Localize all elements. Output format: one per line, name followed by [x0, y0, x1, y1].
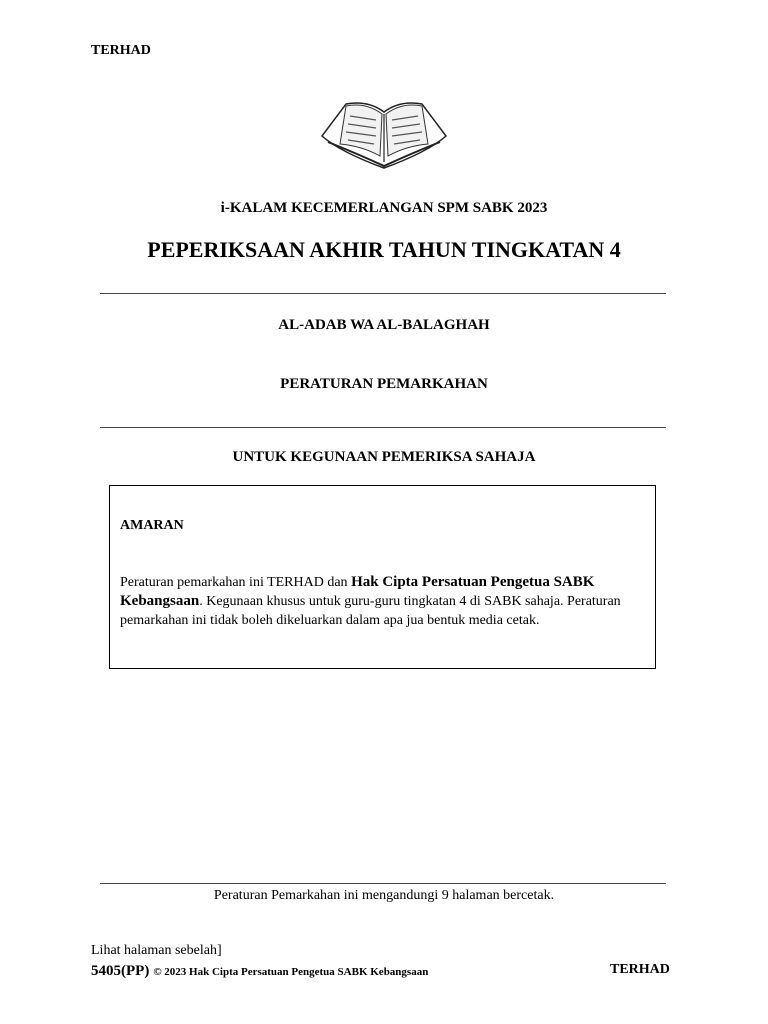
warning-text-part1: Peraturan pemarkahan ini TERHAD dan [120, 575, 352, 590]
subject-title: AL-ADAB WA AL-BALAGHAH [278, 317, 490, 333]
classification-header: TERHAD [91, 43, 151, 58]
warning-text [120, 573, 650, 630]
doc-type-title: PERATURAN PEMARKAHAN [280, 376, 488, 392]
book-logo-icon [318, 96, 450, 176]
usage-notice: UNTUK KEGUNAAN PEMERIKSA SAHAJA [232, 449, 536, 465]
divider-middle [100, 427, 666, 428]
page-count-note: Peraturan Pemarkahan ini mengandungi 9 halaman bercetak. [213, 888, 555, 903]
paper-code: 5405(PP) [91, 963, 150, 979]
warning-title: AMARAN [120, 518, 184, 533]
series-title: i-KALAM KECEMERLANGAN SPM SABK 2023 [220, 200, 548, 216]
next-page-note: Lihat halaman sebelah] [91, 943, 222, 958]
divider-top [100, 293, 666, 294]
footer-copyright-line [91, 962, 428, 980]
divider-bottom [100, 883, 666, 884]
warning-copyright-holder: Hak Cipta Persatuan Pengetua SABK Kebangsaan [120, 574, 595, 609]
warning-text-part2: . Kegunaan khusus untuk guru-guru tingkatan 4 di SABK sahaja. Peraturan pemarkahan ini tidak boleh dikeluarkan dalam apa jua bentuk media cetak. [120, 594, 621, 628]
copyright-text: © 2023 Hak Cipta Persatuan Pengetua SABK Kebangsaan [153, 966, 429, 978]
exam-title: PEPERIKSAAN AKHIR TAHUN TINGKATAN 4 [147, 237, 621, 262]
warning-box [109, 485, 656, 669]
classification-footer: TERHAD [610, 962, 670, 977]
